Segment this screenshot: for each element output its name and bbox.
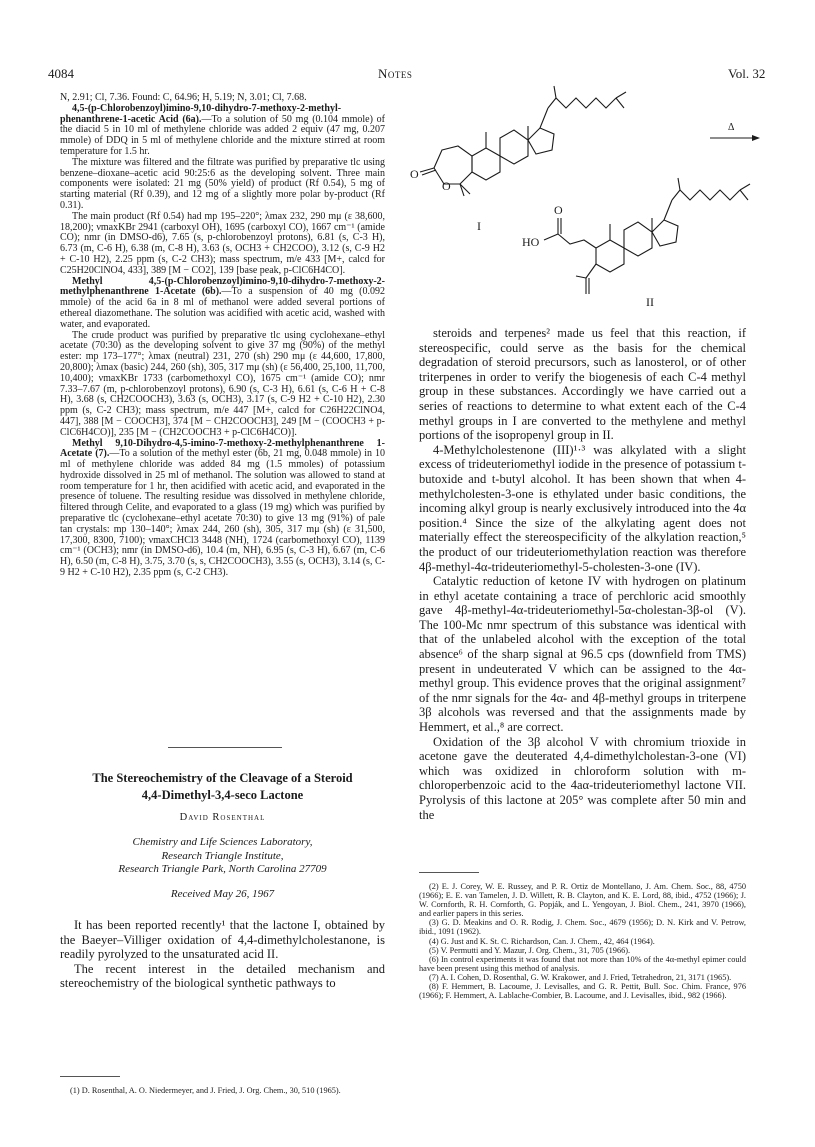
paragraph-text: —To a solution of 50 mg (0.104 mmole) of the diacid 5 in 10 ml of methylene chloride was added 2 equiv (47 mg, 0.207 mmole) of DDQ in 5 ml of methylene chloride and the mixture stirred at room temperature for 1.5 hr.	[60, 113, 385, 157]
reaction-scheme	[380, 80, 800, 325]
footnote: (3) G. D. Meakins and O. R. Rodig, J. Chem. Soc., 4679 (1956); D. N. Kirk and V. Petrow, ibid., 1091 (1962).	[419, 918, 746, 937]
received-date: Received May 26, 1967	[170, 888, 275, 900]
page-number: 4084	[48, 66, 74, 81]
footnote: (4) G. Just and K. St. C. Richardson, Can. J. Chem., 42, 464 (1964).	[429, 936, 655, 946]
experimental-paragraph	[60, 212, 385, 277]
experimental-section	[60, 93, 385, 579]
footnotes-right	[419, 882, 746, 1000]
article-title	[60, 770, 385, 804]
paragraph-text: —To a solution of the methyl ester (6b, 21 mg, 0.048 mmole) in 10 ml of methylene chloride was added 84 mg (1.5 mmoles) of potassium hydroxide dissolved in 25 ml of methanol. The solution was allowed to stand at room temperature for 1 hr, then acidified with acetic acid, and evaporated in the presence of toluene. The resulting residue was dissolved in methylene chloride, filtered through Celite, and evaporated to a glass (19 mg) which was purified by preparative tlc (cyclohexane–ethyl acetate 70:30) to give 13 mg (91%) of pale tan crystals: mp 130–140°; λmax 244, 260 (sh), 305, 317 mμ (sh) (ε 31,500, 17,300, 8300, 7100); νmaxCHCl3 3448 (NH), 1724 (carbomethoxyl CO), 1139 cm⁻¹ (OCH3); nmr (in DMSO-d6), 10.4 (m, NH), 6.95 (s, C-3 H), 6.67 (m, C-6 H), 6.50 (m, C-8 H), 3.75, 3.70 (s, s, CH2COOCH3), 3.55 (s, OCH3), 3.14 (s, C-9 H2 + C-10 H2), 2.35 ppm (s, C-2 CH3).	[60, 448, 386, 579]
footnote: (1) D. Rosenthal, A. O. Niedermeyer, and J. Fried, J. Org. Chem., 30, 510 (1965).	[70, 1086, 341, 1095]
article-paragraph: steroids and terpenes² made us feel that this reaction, if stereospecific, could serve as the basis for the chemical degradation of steroid precursors, such as lanosterol, or of other triterpenes in order to verify the biogenesis of each C-4 methyl group in these substances. Accordingly we have carried out a series of reactions to determine to what extent each of the C-4 methyl groups in I are converted to the methylene and methyl portions of the isopropenyl group in II.	[419, 326, 746, 443]
author: David Rosenthal	[179, 812, 266, 823]
volume-label: Vol. 32	[728, 66, 766, 81]
compound-II-oxygen: O	[554, 203, 563, 217]
experimental-paragraph	[60, 104, 385, 158]
article-paragraph: 4-Methylcholestenone (III)¹·³ was alkylated with a slight excess of trideuteriomethyl iodide in the presence of potassium t-butoxide and t-butyl alcohol. It has been shown that when 4-methylcholesten-3-one is ethylated under basic conditions, the incoming alkyl group is nearly exclusively introduced into the 4α position.⁴ Since the size of the alkylating agent does not materially effect the stereospecificity of the alkylation reaction,⁵ the product of our trideuteriomethylation reaction was therefore 4β-methyl-4α-trideuteriomethyl-5-cholesten-3-one (IV).	[419, 442, 746, 574]
paragraph-text: The mixture was filtered and the filtrate was purified by preparative tlc using benzene–dioxane–acetic acid 90:25:6 as the developing solvent. Three main components were isolated: 21 mg (50% yield) of product (Rf 0.54), 5 mg of starting material (Rf 0.39), and 12 mg of a slightly more polar by-product (Rf 0.31).	[60, 156, 385, 211]
reaction-arrow-head	[752, 135, 760, 141]
footnote: (5) V. Permutti and Y. Mazur, J. Org. Chem., 31, 705 (1966).	[429, 945, 631, 955]
affiliation-line-1: Chemistry and Life Sciences Laboratory,	[132, 836, 313, 848]
experimental-paragraph	[60, 158, 385, 212]
footnote: (7) A. I. Cohen, D. Rosenthal, G. W. Krakower, and J. Fried, Tetrahedron, 21, 3171 (1965).	[429, 972, 732, 982]
compound-I-structure	[420, 86, 626, 196]
compound-I-oxygen-ring: O	[442, 179, 451, 193]
experimental-paragraph	[60, 277, 385, 331]
compound-heading: Methyl 4,5-(p-Chlorobenzoyl)imino-9,10-dihydro-7-methoxy-2-methylphenanthrene 1-Acetate (6b).	[60, 275, 385, 298]
article-paragraph: Catalytic reduction of ketone IV with hydrogen on platinum in ethyl acetate containing a trace of perchloric acid smoothly gave 4β-methyl-4α-trideuteriomethyl-5α-cholestan-3β-ol (V). The 100-Mc nmr spectrum of this substance was identical with that of the unlabeled alcohol with the exception of the total absence⁶ of the sharp signal at 96.5 cps (downfield from TMS) present in undeuterated V which can be assigned to the 4α-methyl group. This evidence proves that the original assignment⁷ of the nmr signals for the 4α- and 4β-methyl groups in triterpene 3β alcohols was reversed and that the assignments made by Hemmert, et al.,⁸ are correct.	[419, 574, 746, 735]
paragraph-text: The crude product was purified by preparative tlc using cyclohexane–ethyl acetate (70:30) as the developing solvent to give 37 mg (90%) of the methyl ester: mp 173–177°; λmax (neutral) 231, 270 (sh) 290 mμ (ε 44,600, 17,800, 20,800); λmax (basic) 244, 260 (sh), 305, 317 mμ (sh) (ε 56,400, 25,100, 11,700, 10,400); νmaxKBr 1733 (carbomethoxyl CO), 1675 cm⁻¹ (amide CO); nmr 7.33–7.67 (m, p-chlorobenzoyl protons), 6.90 (s, C-3 H), 6.61 (s, C-6 H + C-8 H), 3.68 (s, CH2COOCH3), 3.63 (s, OCH3), 3.17 (s, C-9 H2 + C-10 H2), 2.30 ppm (s, C-2 CH3); mass spectrum, m/e 447 [M+, calcd for C26H22ClNO4, 447], 388 [M − COOCH3], 374 [M − CH2COOCH3], 249 [M − (COOCH3 + p-ClC6H4CO)], 235 [M − (CH2COOCH3 + p-ClC6H4CO)].	[60, 329, 385, 438]
compound-I-label: I	[477, 219, 481, 233]
experimental-paragraph	[60, 331, 385, 439]
article-body-right	[419, 326, 746, 822]
article-title-line-2: 4,4-Dimethyl-3,4-seco Lactone	[141, 788, 304, 802]
article-intro	[60, 918, 385, 991]
compound-heading: Methyl 9,10-Dihydro-4,5-imino-7-methoxy-2-methylphenanthrene 1-Acetate (7).	[60, 437, 385, 460]
section-separator	[168, 747, 282, 748]
footnote: (6) In control experiments it was found that not more than 10% of the 4α-methyl epimer could have been present using this method of analysis.	[419, 954, 746, 973]
article-paragraph: The recent interest in the detailed mechanism and stereochemistry of the biological synthetic pathways to	[60, 961, 385, 991]
affiliation-line-2: Research Triangle Institute,	[161, 849, 284, 862]
affiliation	[60, 836, 385, 877]
article-title-line-1: The Stereochemistry of the Cleavage of a Steroid	[92, 771, 353, 785]
article-paragraph: It has been reported recently¹ that the lactone I, obtained by the Baeyer–Villiger oxidation of 4,4-dimethylcholestanone, is readily pyrolyzed to the unsaturated acid II.	[60, 918, 385, 962]
heat-symbol: Δ	[728, 122, 735, 133]
footnote: (2) E. J. Corey, W. E. Russey, and P. R. Ortiz de Montellano, J. Am. Chem. Soc., 88, 4750 (1966); E. E. van Tamelen, J. D. Willett, R. B. Clayton, and K. E. Lord, 88, ibid., 4752 (1966); J. W. Cornforth, R. H. Cornforth, G. Popják, and L. Yengoyan, J. Biol. Chem., 241, 3970 (1966), and earlier papers in this series.	[419, 882, 746, 919]
compound-heading: 4,5-(p-Chlorobenzoyl)imino-9,10-dihydro-7-methoxy-2-methyl-phenanthrene-1-acetic Acid (6a).	[60, 102, 342, 125]
footnote-rule-left	[60, 1076, 120, 1077]
paragraph-text: The main product (Rf 0.54) had mp 195–220°; λmax 232, 290 mμ (ε 38,600, 18,200); νmaxKBr 2941 (carboxyl OH), 1695 (carboxyl CO), 1667 cm⁻¹ (amide CO); nmr (in DMSO-d6), 7.65 (s, p-chlorobenzoyl protons), 6.81 (s, C-3 H), 6.73 (m, C-6 H), 6.38 (m, C-8 H), 3.63 (s, OCH3 + CH2COO), 3.12 (s, C-9 H2 + C-10 H2), 2.25 ppm (s, C-2 CH3); mass spectrum, m/e 433 [M+, calcd for C25H20ClNO4, 433], 389 [M − CO2], 139 [base peak, p-ClC6H4CO].	[60, 210, 385, 276]
compound-II-structure	[544, 178, 750, 294]
compound-II-hydroxyl: HO	[522, 235, 540, 249]
paragraph-text: N, 2.91; Cl, 7.36. Found: C, 64.96; H, 5.19; N, 3.01; Cl, 7.68.	[60, 92, 307, 103]
running-head: Notes	[378, 66, 413, 81]
experimental-paragraph	[60, 439, 385, 579]
paragraph-text: —To a suspension of 40 mg (0.092 mmole) of the acid 6a in 8 ml of methanol were added several portions of ethereal diazomethane. The solution was acidified with acetic acid, washed with water, and evaporated.	[60, 286, 385, 330]
article-paragraph: Oxidation of the 3β alcohol V with chromium trioxide in acetone gave the deuterated 4,4-dimethylcholestan-3-one (VI) which was oxidized in chloroform solution with m-chloroperbenzoic acid to the 4aα-trideuteriomethyl lactone VII. Pyrolysis of this lactone at 205° was complete after 50 min and the	[419, 734, 746, 822]
footnotes-left	[60, 1086, 385, 1095]
affiliation-line-3: Research Triangle Park, North Carolina 27709	[118, 863, 327, 875]
footnote-rule-right	[419, 872, 479, 873]
compound-II-label: II	[646, 295, 654, 309]
footnote: (8) F. Hemmert, B. Lacoume, J. Levisalles, and G. R. Pettit, Bull. Soc. Chim. France, 976 (1966); F. Hemmert, A. Lablache-Combier, B. Lacoume, and J. Levisalles, ibid., 982 (1966).	[419, 982, 746, 1001]
compound-I-oxygen-carbonyl: O	[410, 167, 419, 181]
